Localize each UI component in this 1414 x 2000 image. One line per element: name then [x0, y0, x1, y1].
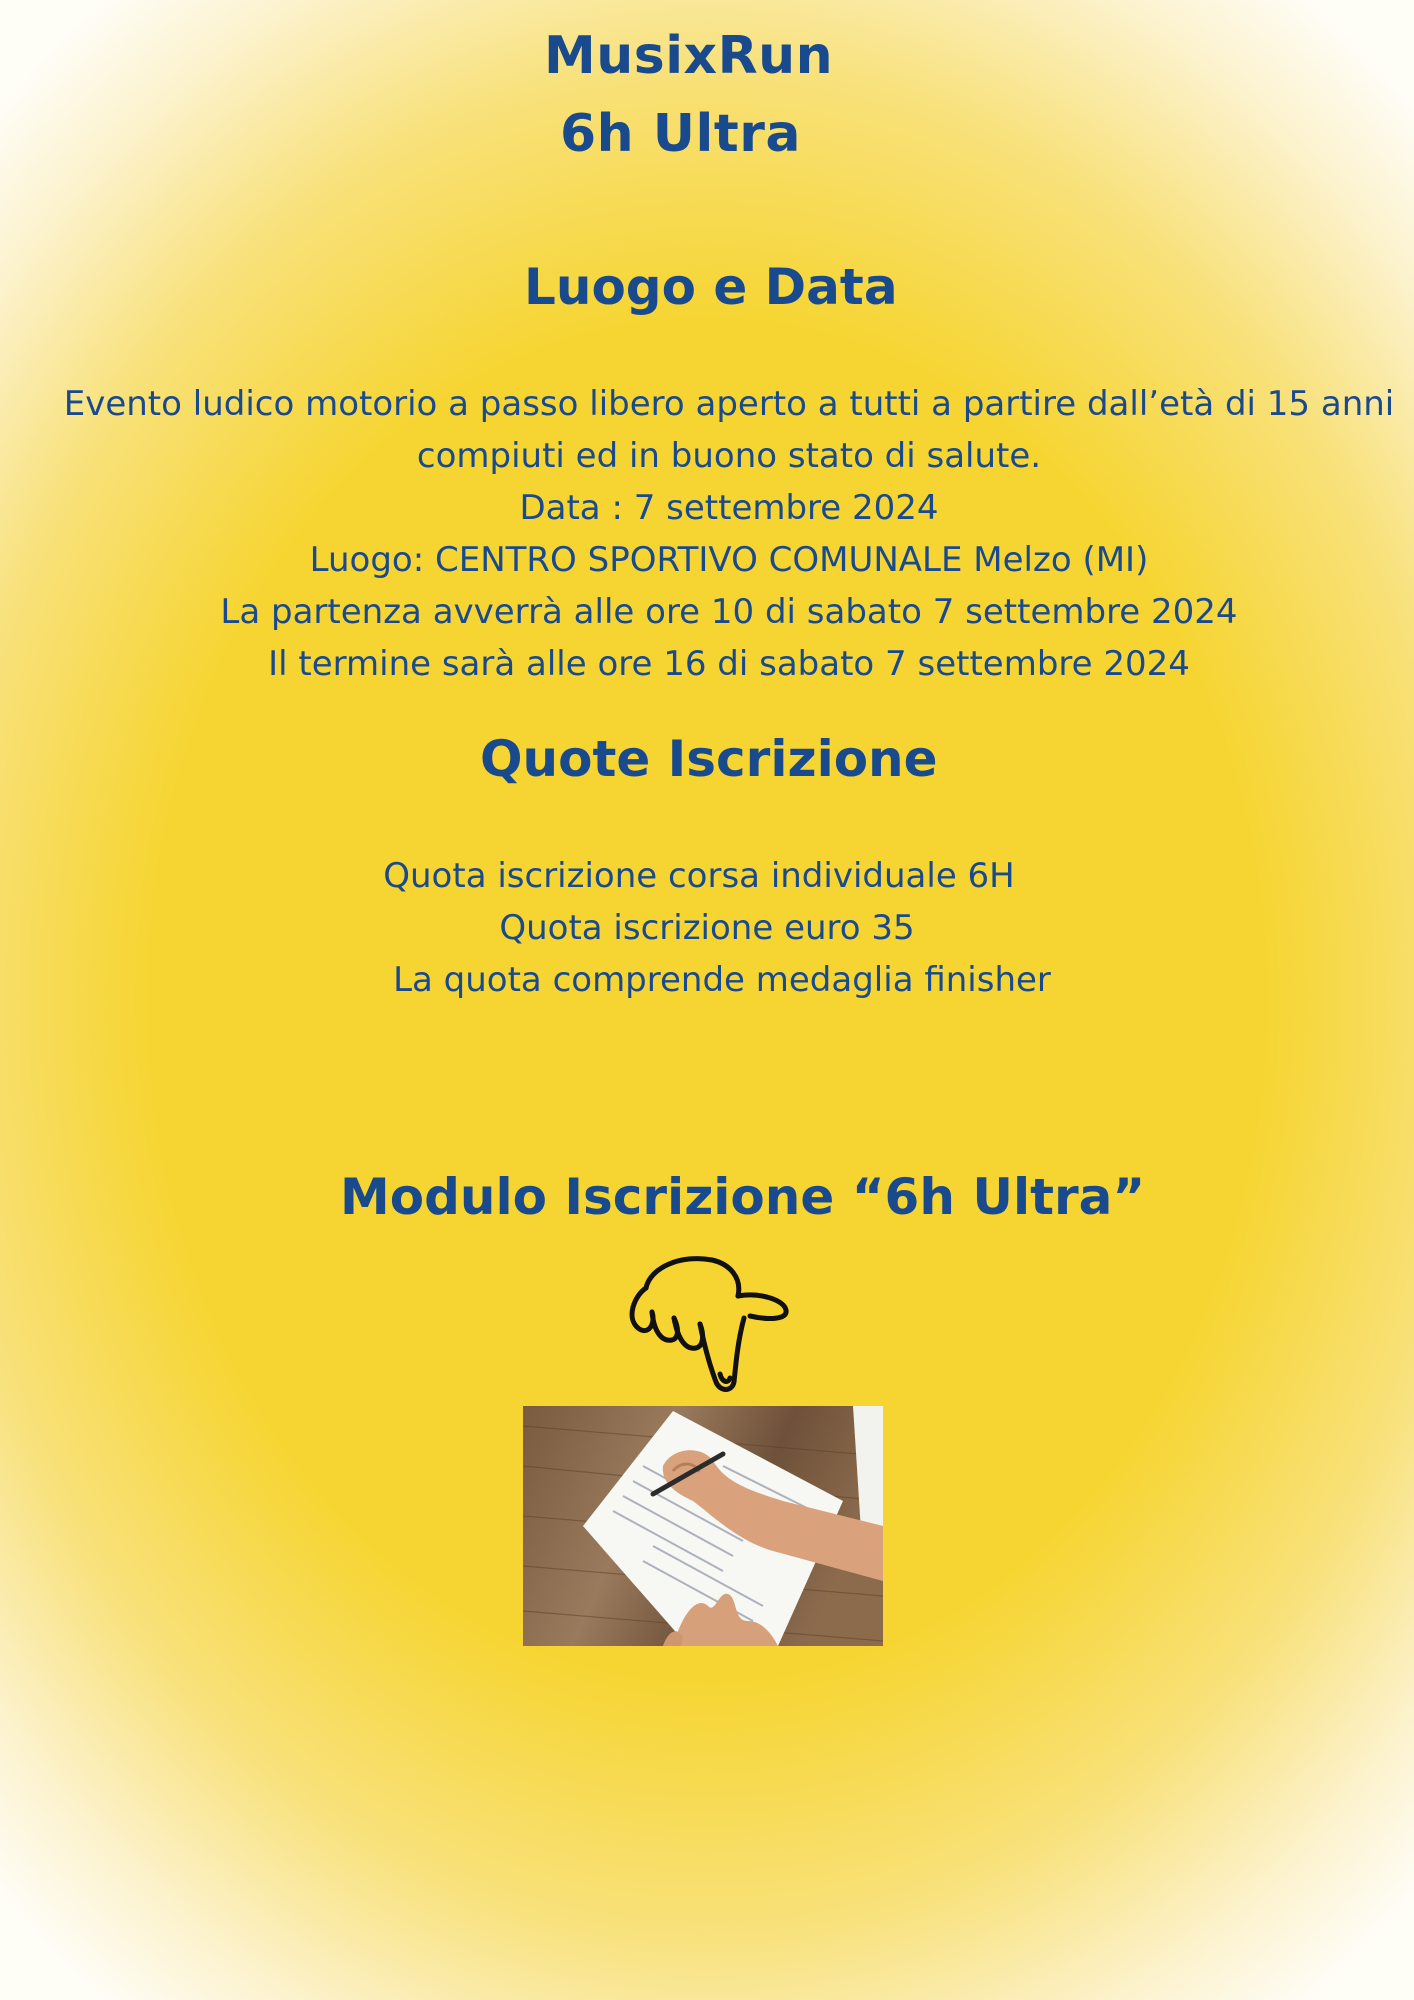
- event-title: MusixRun: [544, 26, 834, 86]
- pointing-hand-icon: [620, 1244, 796, 1394]
- quote-line: La quota comprende medaglia finisher: [393, 960, 1051, 1000]
- luogo-line: compiuti ed in buono stato di salute.: [416, 436, 1042, 476]
- luogo-line: Evento ludico motorio a passo libero aperto a tutti a partire dall’età di 15 anni: [63, 384, 1395, 424]
- section-heading-luogo: Luogo e Data: [524, 258, 898, 316]
- signing-form-photo: [523, 1406, 883, 1646]
- quote-line: Quota iscrizione corsa individuale 6H: [383, 856, 1015, 896]
- event-end: Il termine sarà alle ore 16 di sabato 7 settembre 2024: [268, 644, 1190, 684]
- quote-text-block: [0, 850, 1414, 1006]
- quote-line: Quota iscrizione euro 35: [499, 908, 915, 948]
- event-date: Data : 7 settembre 2024: [519, 488, 939, 528]
- event-subtitle: 6h Ultra: [560, 104, 801, 164]
- section-heading-quote: Quote Iscrizione: [480, 730, 938, 788]
- section-heading-modulo: Modulo Iscrizione “6h Ultra”: [340, 1168, 1146, 1226]
- luogo-text-block: [22, 378, 1414, 690]
- event-location: Luogo: CENTRO SPORTIVO COMUNALE Melzo (MI): [309, 540, 1149, 580]
- event-start: La partenza avverrà alle ore 10 di sabato 7 settembre 2024: [220, 592, 1238, 632]
